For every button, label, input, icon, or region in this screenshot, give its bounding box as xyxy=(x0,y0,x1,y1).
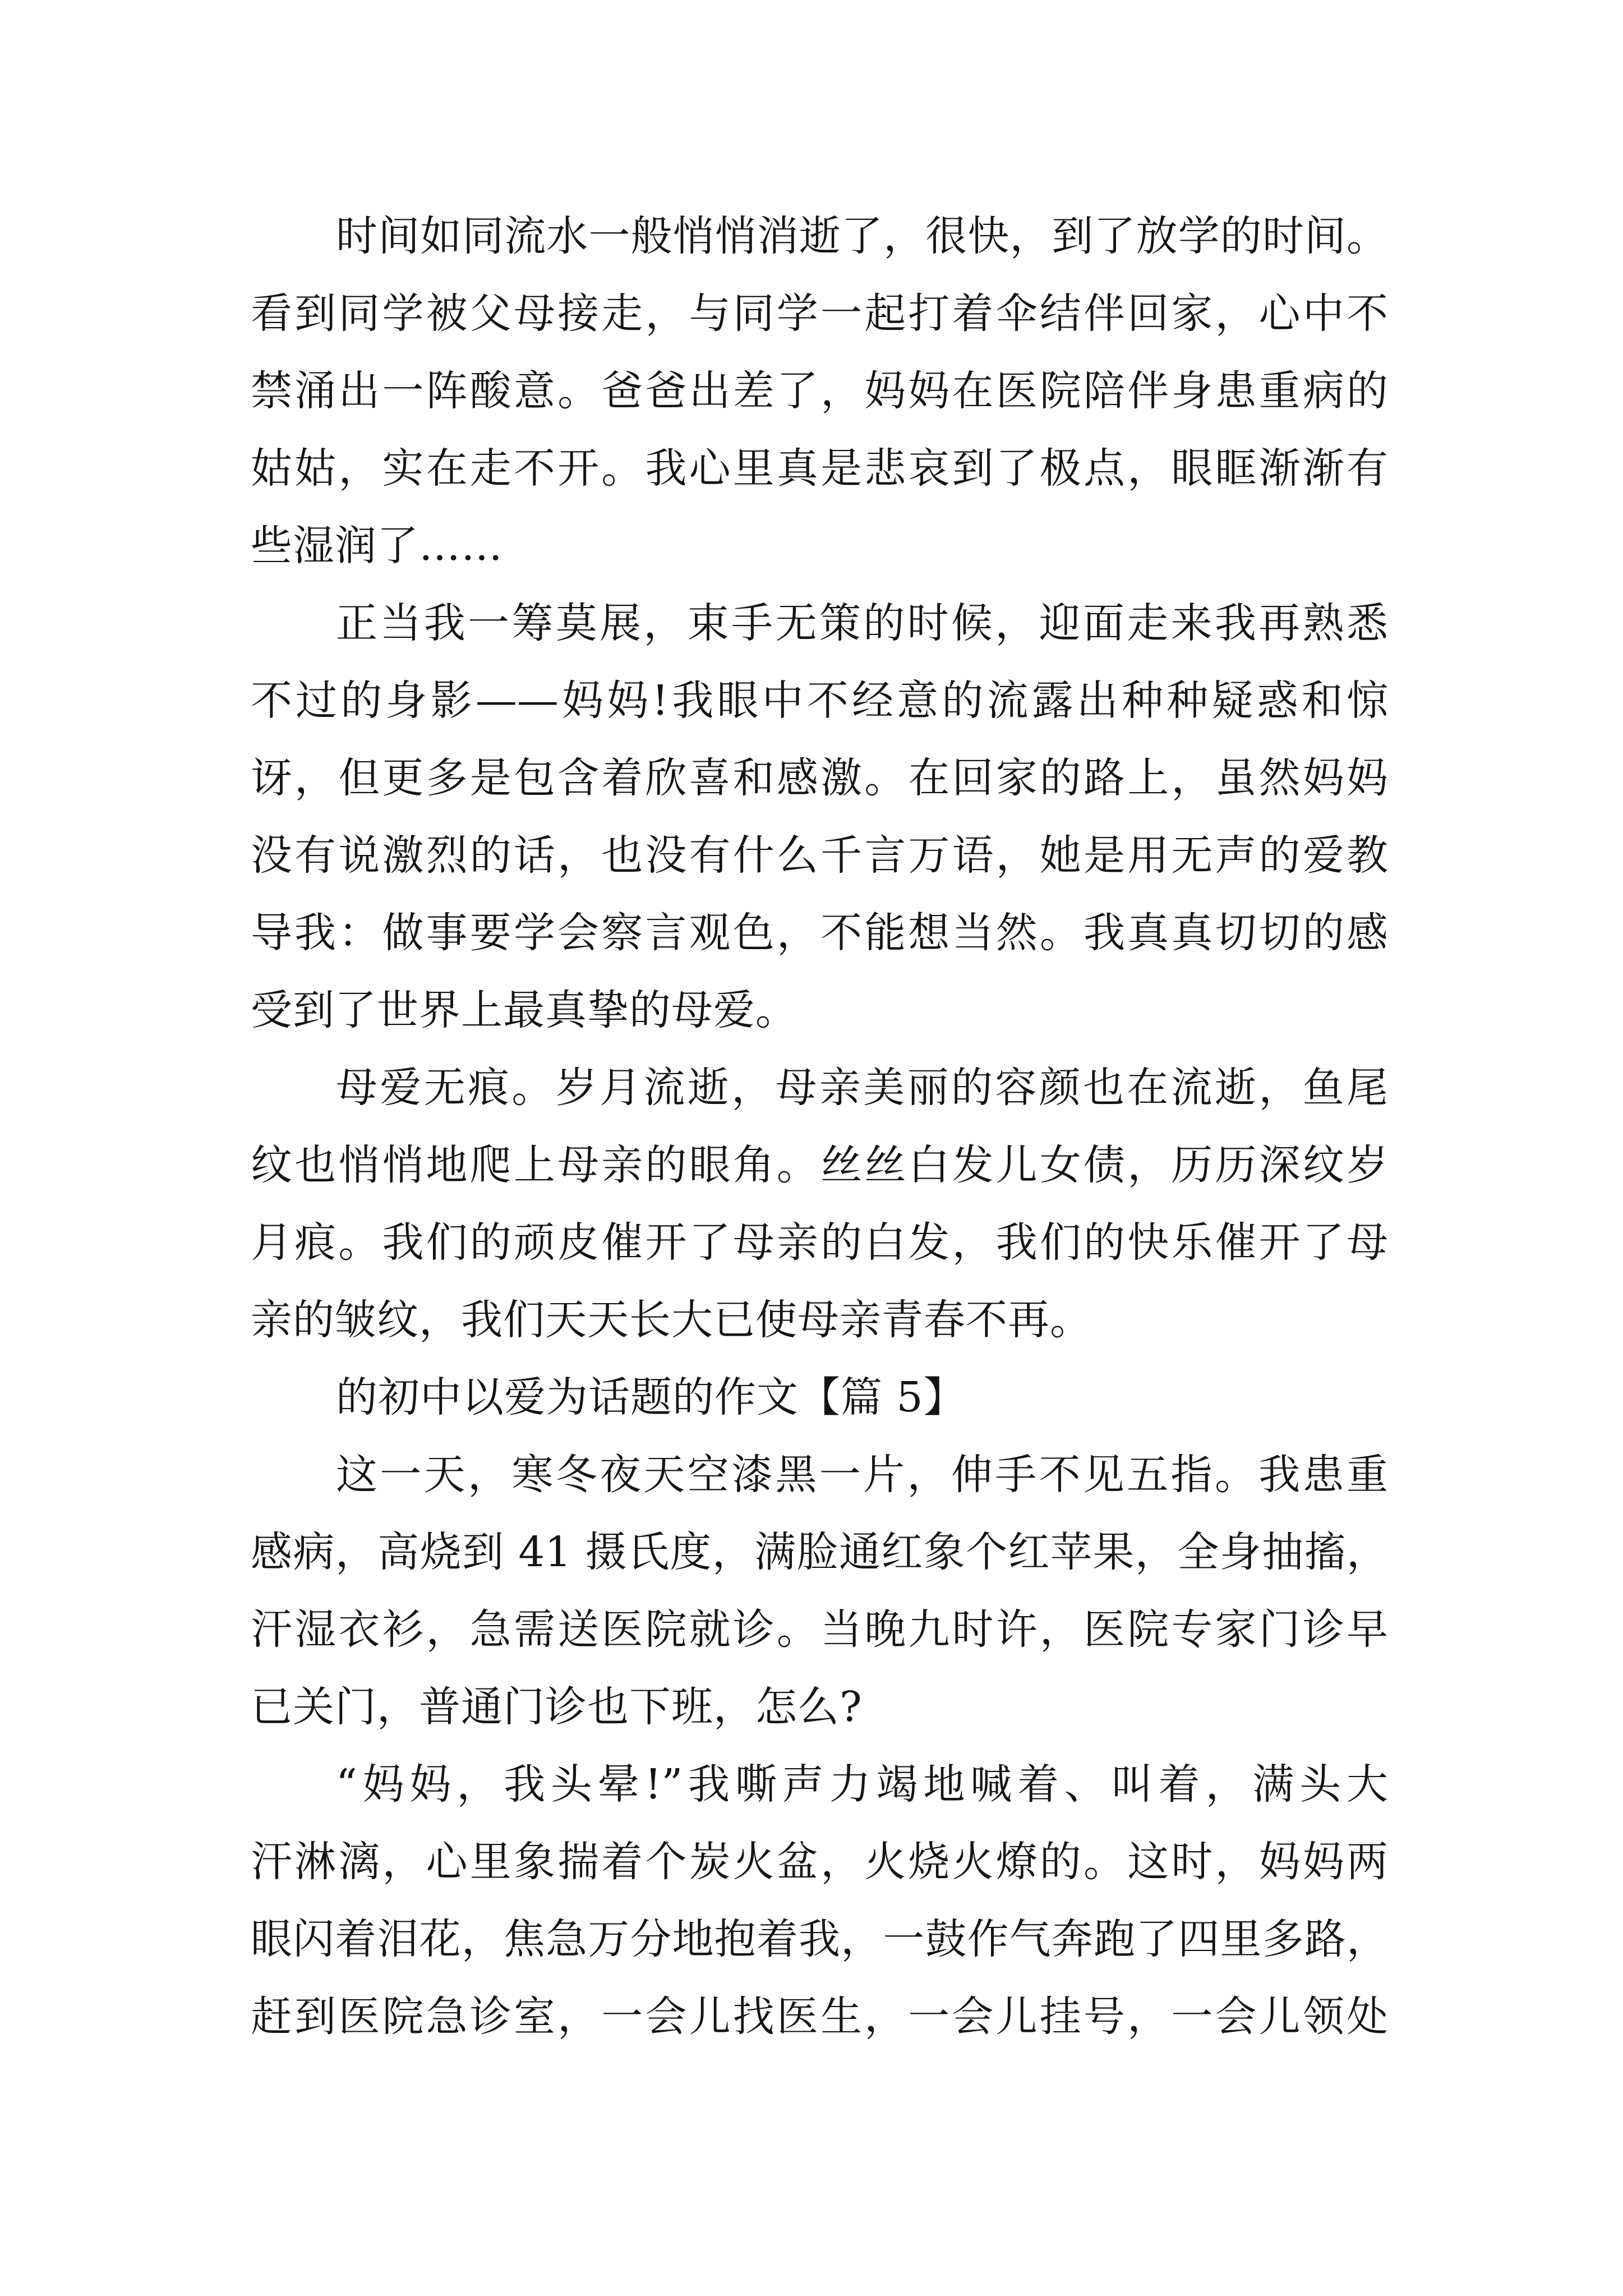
paragraph xyxy=(251,1436,1388,1746)
text-line: 赶到医院急诊室，一会儿找医生，一会儿挂号，一会儿领处 xyxy=(251,1993,1388,2041)
text-line: 没有说激烈的话，也没有什么千言万语，她是用无声的爱教 xyxy=(251,831,1388,880)
text-line: 不过的身影——妈妈!我眼中不经意的流露出种种疑惑和惊 xyxy=(251,677,1388,725)
text-line: 纹也悄悄地爬上母亲的眼角。丝丝白发儿女债，历历深纹岁 xyxy=(251,1141,1388,1189)
paragraph xyxy=(251,585,1388,1049)
text-line: 已关门，普通门诊也下班，怎么? xyxy=(251,1683,863,1731)
text-line: 感病，高烧到 41 摄氏度，满脸通红象个红苹果，全身抽搐， xyxy=(251,1528,1388,1576)
section-heading: 的初中以爱为话题的作文【篇 5】 xyxy=(336,1373,966,1421)
text-line: 眼闪着泪花，焦急万分地抱着我，一鼓作气奔跑了四里多路， xyxy=(251,1915,1388,1963)
text-line: 姑姑，实在走不开。我心里真是悲哀到了极点，眼眶渐渐有 xyxy=(251,444,1388,493)
text-line: 受到了世界上最真挚的母爱。 xyxy=(251,986,797,1034)
text-line: 汗湿衣衫，急需送医院就诊。当晚九时许，医院专家门诊早 xyxy=(251,1605,1388,1654)
text-line: “妈妈，我头晕!”我嘶声力竭地喊着、叫着，满头大 xyxy=(336,1760,1388,1809)
text-line: 亲的皱纹，我们天天长大已使母亲青春不再。 xyxy=(251,1296,1092,1344)
paragraph xyxy=(251,1746,1388,2055)
text-line: 些湿润了…… xyxy=(251,522,503,570)
text-line: 禁涌出一阵酸意。爸爸出差了，妈妈在医院陪伴身患重病的 xyxy=(251,367,1388,415)
text-line: 讶，但更多是包含着欣喜和感激。在回家的路上，虽然妈妈 xyxy=(251,754,1388,802)
paragraph xyxy=(251,1049,1388,1359)
paragraph xyxy=(251,197,1388,585)
text-line: 月痕。我们的顽皮催开了母亲的白发，我们的快乐催开了母 xyxy=(251,1218,1388,1267)
text-line: 正当我一筹莫展，束手无策的时候，迎面走来我再熟悉 xyxy=(336,599,1388,647)
text-line: 看到同学被父母接走，与同学一起打着伞结伴回家，心中不 xyxy=(251,289,1388,338)
text-line: 汗淋漓，心里象揣着个炭火盆，火烧火燎的。这时，妈妈两 xyxy=(251,1838,1388,1886)
text-line: 这一天，寒冬夜天空漆黑一片，伸手不见五指。我患重 xyxy=(336,1451,1388,1499)
document-body xyxy=(251,197,1388,2055)
text-line: 导我：做事要学会察言观色，不能想当然。我真真切切的感 xyxy=(251,909,1388,957)
text-line: 时间如同流水一般悄悄消逝了，很快，到了放学的时间。 xyxy=(336,212,1388,260)
text-line: 母爱无痕。岁月流逝，母亲美丽的容颜也在流逝，鱼尾 xyxy=(336,1064,1388,1112)
